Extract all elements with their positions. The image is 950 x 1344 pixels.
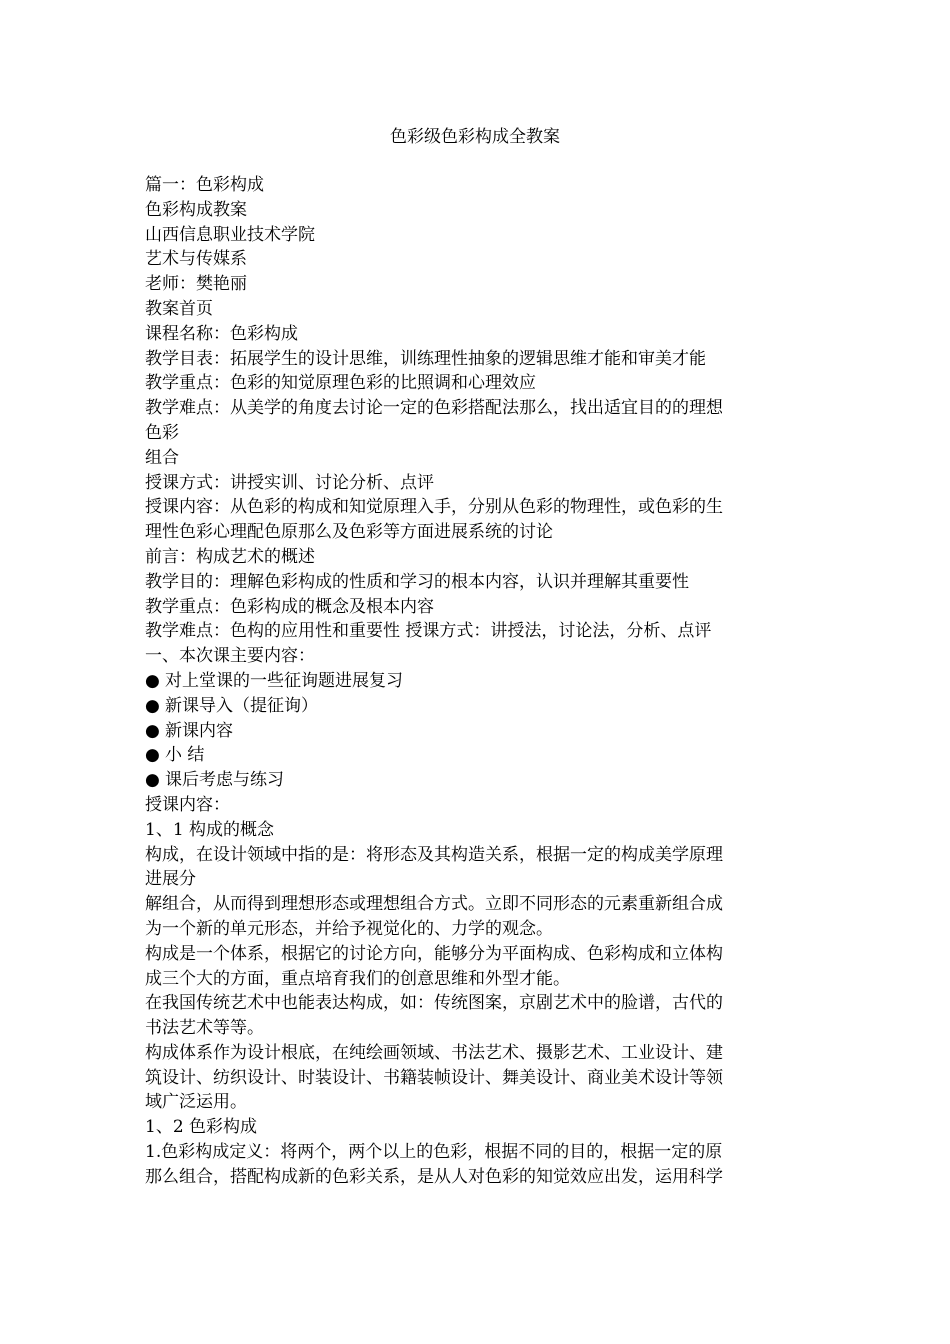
list-item	[145, 694, 805, 719]
text-line: 构成体系作为设计根底，在纯绘画领域、书法艺术、摄影艺术、工业设计、建	[145, 1042, 723, 1063]
text-line: 一、本次课主要内容：	[145, 646, 315, 667]
text-line: 山西信息职业技术学院	[145, 224, 315, 245]
bullet-list	[145, 669, 805, 793]
list-item-text: 课后考虑与练习	[165, 770, 284, 791]
list-item	[145, 669, 805, 694]
document-title: 色彩级色彩构成全教案	[390, 127, 560, 147]
text-line: 教学难点：从美学的角度去讨论一定的色彩搭配法那么，找出适宜目的的理想	[145, 398, 723, 419]
list-item-text: 新课导入（提征询）	[165, 695, 318, 716]
list-item	[145, 768, 805, 793]
text-line: 成三个大的方面，重点培育我们的创意思维和外型才能。	[145, 968, 570, 989]
text-line: 那么组合，搭配构成新的色彩关系，是从人对色彩的知觉效应出发，运用科学	[145, 1166, 723, 1187]
text-line: 构成，在设计领域中指的是：将形态及其构造关系，根据一定的构成美学原理	[145, 844, 723, 865]
text-line: 色彩构成教案	[145, 199, 247, 220]
text-line: 1、2 色彩构成	[145, 1117, 258, 1138]
text-line: 书法艺术等等。	[145, 1018, 264, 1039]
text-line: 教学目表：拓展学生的设计思维，训练理性抽象的逻辑思维才能和审美才能	[145, 348, 706, 369]
document-body	[145, 173, 805, 1190]
bullet-dot-icon: ●	[145, 695, 160, 716]
bullet-dot-icon: ●	[145, 745, 160, 766]
list-item	[145, 719, 805, 744]
body-section-a	[145, 173, 805, 669]
text-line: 进展分	[145, 869, 196, 890]
list-item-text: 小 结	[165, 745, 205, 766]
text-line: 教案首页	[145, 298, 213, 319]
text-line: 解组合，从而得到理想形态或理想组合方式。立即不同形态的元素重新组合成	[145, 894, 723, 915]
text-line: 教学重点：色彩的知觉原理色彩的比照调和心理效应	[145, 373, 536, 394]
list-item-text: 对上堂课的一些征询题进展复习	[165, 670, 403, 691]
text-line: 1.色彩构成定义：将两个，两个以上的色彩，根据不同的目的，根据一定的原	[145, 1142, 723, 1163]
text-line: 1、1 构成的概念	[145, 819, 275, 840]
text-line: 在我国传统艺术中也能表达构成，如：传统图案，京剧艺术中的脸谱，古代的	[145, 993, 723, 1014]
text-line: 教学目的：理解色彩构成的性质和学习的根本内容，认识并理解其重要性	[145, 571, 689, 592]
text-line: 授课内容：	[145, 794, 230, 815]
list-item	[145, 743, 805, 768]
list-item-text: 新课内容	[165, 720, 233, 741]
text-line: 教学重点：色彩构成的概念及根本内容	[145, 596, 434, 617]
text-line: 为一个新的单元形态，并给予视觉化的、力学的观念。	[145, 918, 553, 939]
text-line: 课程名称：色彩构成	[145, 323, 298, 344]
text-line: 构成是一个体系，根据它的讨论方向，能够分为平面构成、色彩构成和立体构	[145, 943, 723, 964]
bullet-dot-icon: ●	[145, 770, 160, 791]
body-section-b	[145, 793, 805, 1190]
bullet-dot-icon: ●	[145, 720, 160, 741]
text-line: 老师：樊艳丽	[145, 274, 247, 295]
text-line: 授课内容：从色彩的构成和知觉原理入手，分别从色彩的物理性，或色彩的生	[145, 497, 723, 518]
text-line: 艺术与传媒系	[145, 249, 247, 270]
text-line: 色彩	[145, 422, 179, 443]
text-line: 授课方式：讲授实训、讨论分析、点评	[145, 472, 434, 493]
text-line: 前言：构成艺术的概述	[145, 546, 315, 567]
text-line: 筑设计、纺织设计、时装设计、书籍装帧设计、舞美设计、商业美术设计等领	[145, 1067, 723, 1088]
text-line: 组合	[145, 447, 179, 468]
text-line: 篇一：色彩构成	[145, 175, 264, 195]
text-line: 教学难点：色构的应用性和重要性 授课方式：讲授法，讨论法，分析、点评	[145, 621, 712, 642]
bullet-dot-icon: ●	[145, 670, 160, 691]
text-line: 域广泛运用。	[145, 1092, 247, 1113]
text-line: 理性色彩心理配色原那么及色彩等方面进展系统的讨论	[145, 522, 553, 543]
